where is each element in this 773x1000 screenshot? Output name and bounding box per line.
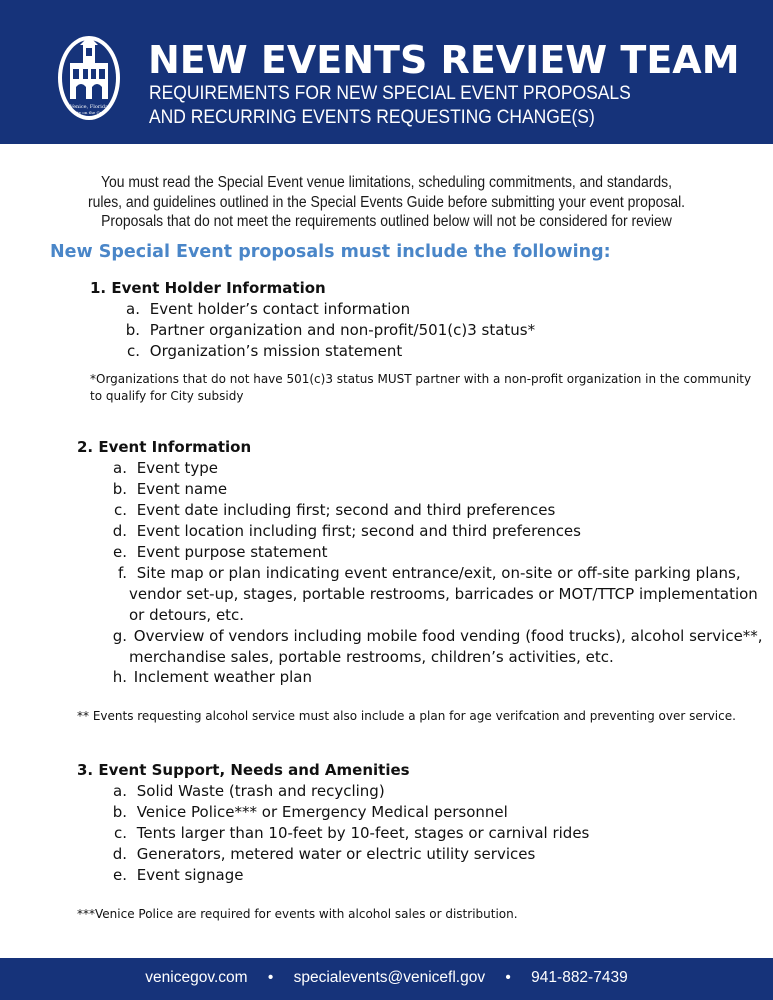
intro-line-2: rules, and guidelines outlined in the Special Events Guide before submitting your event proposal.	[87, 194, 686, 211]
subtitle-line-2: AND RECURRING EVENTS REQUESTING CHANGE(S)	[149, 107, 595, 128]
list-marker: e.	[113, 866, 127, 884]
list-item-text: Organization’s mission statement	[149, 342, 403, 360]
list-item-continuation: merchandise sales, portable restrooms, children’s activities, etc.	[129, 648, 614, 666]
phone-link[interactable]: 941-882-7439	[531, 969, 628, 986]
list-item-text: Solid Waste (trash and recycling)	[136, 782, 385, 800]
list-item	[105, 458, 218, 479]
list-item	[105, 542, 327, 563]
list-item-text: Inclement weather plan	[133, 668, 312, 686]
intro-line-3: Proposals that do not meet the requirements outlined below will not be considered for review	[101, 213, 672, 230]
list-item-text: Event type	[136, 459, 219, 477]
list-item	[105, 500, 555, 521]
list-marker: d.	[112, 522, 127, 540]
contact-line	[0, 969, 773, 987]
list-marker: c.	[126, 342, 140, 360]
list-item	[105, 479, 227, 500]
list-marker: a.	[126, 300, 140, 318]
list-item	[118, 320, 535, 341]
list-marker: f.	[118, 564, 127, 582]
city-seal-logo	[56, 33, 122, 123]
list-marker: c.	[113, 501, 127, 519]
footnote-subsidy-line-1: *Organizations that do not have 501(c)3 status MUST partner with a non-profit organization in the community	[90, 372, 752, 386]
website-link[interactable]: venicegov.com	[145, 969, 248, 986]
list-marker: e.	[113, 543, 127, 561]
list-item-text: Event signage	[136, 866, 244, 884]
list-item	[105, 521, 581, 542]
list-item-continuation: or detours, etc.	[129, 606, 245, 624]
list-item-text: Event location including first; second and third preferences	[136, 522, 581, 540]
group-1-title: 1. Event Holder Information	[90, 279, 326, 297]
list-item	[105, 667, 312, 688]
page-title: NEW EVENTS REVIEW TEAM	[148, 38, 740, 82]
list-item-text: Venice Police*** or Emergency Medical personnel	[136, 803, 508, 821]
footer-banner	[0, 958, 773, 1000]
list-item	[105, 823, 589, 844]
intro-line-1: You must read the Special Event venue limitations, scheduling commitments, and standards,	[101, 174, 672, 191]
footnote-subsidy-line-2: to qualify for City subsidy	[90, 389, 244, 403]
section-heading: New Special Event proposals must include the following:	[50, 242, 611, 262]
separator-bullet: •	[267, 969, 274, 986]
list-item-text: Event holder’s contact information	[149, 300, 411, 318]
list-item	[105, 563, 741, 584]
list-item-text: Event purpose statement	[136, 543, 328, 561]
list-item	[118, 341, 402, 362]
subtitle-line-1: REQUIREMENTS FOR NEW SPECIAL EVENT PROPOSALS	[149, 83, 631, 104]
list-marker: b.	[112, 803, 127, 821]
email-link[interactable]: specialevents@venicefl.gov	[293, 969, 486, 986]
list-marker: a.	[113, 782, 127, 800]
list-item	[118, 299, 410, 320]
list-item-text: Generators, metered water or electric utility services	[136, 845, 536, 863]
list-item-text: Site map or plan indicating event entrance/exit, on-site or off-site parking plans,	[136, 564, 741, 582]
footnote-police: ***Venice Police are required for events with alcohol sales or distribution.	[77, 907, 518, 921]
svg-text:Venice, Florida: Venice, Florida	[69, 104, 109, 110]
group-3-title: 3. Event Support, Needs and Amenities	[77, 761, 410, 779]
list-item-text: Event date including first; second and third preferences	[136, 501, 556, 519]
list-marker: b.	[112, 480, 127, 498]
footnote-alcohol: ** Events requesting alcohol service must also include a plan for age verifcation and preventing over service.	[77, 709, 736, 723]
list-marker: g.	[112, 627, 127, 645]
list-item-continuation: vendor set-up, stages, portable restrooms, barricades or MOT/TTCP implementation	[129, 585, 758, 603]
list-item	[105, 865, 243, 886]
list-item-text: Event name	[136, 480, 228, 498]
list-marker: d.	[112, 845, 127, 863]
svg-text:"City on the Gulf": "City on the Gulf"	[71, 110, 107, 115]
list-item	[105, 626, 763, 647]
separator-bullet: •	[505, 969, 511, 986]
list-item-text: Tents larger than 10-feet by 10-feet, stages or carnival rides	[136, 824, 590, 842]
list-item	[105, 802, 508, 823]
group-2-title: 2. Event Information	[77, 438, 252, 456]
list-marker: a.	[113, 459, 127, 477]
header-banner	[0, 0, 773, 144]
list-marker: b.	[125, 321, 140, 339]
list-item-text: Partner organization and non-profit/501(c)3 status*	[149, 321, 536, 339]
list-marker: c.	[113, 824, 127, 842]
list-item	[105, 844, 535, 865]
list-item-text: Overview of vendors including mobile food vending (food trucks), alcohol service**,	[133, 627, 763, 645]
list-marker: h.	[112, 668, 127, 686]
list-item	[105, 781, 385, 802]
